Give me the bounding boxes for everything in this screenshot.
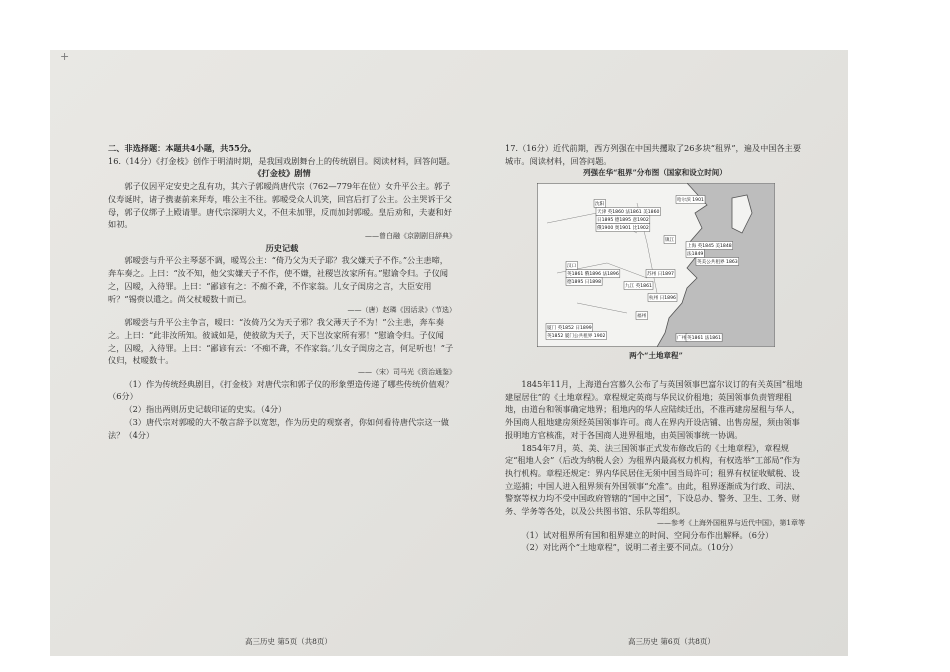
- material-1-text: 郭子仪因平定安史之乱有功，其六子郭暧尚唐代宗（762—779年在位）女升平公主。郭子仪寿诞时，诸子携妻前来拜寿，唯公主不往。郭暧受众人讥笑，回宫后打了公主。公主哭诉于父母，郭子仪绑子上殿请罪。唐代宗深明大义，不但未加罪，反而加封郭暧。皇后劝和，夫妻和好如初。: [108, 181, 452, 230]
- map-label: 汉口: [567, 264, 577, 269]
- question-17-intro: 17.（16分）近代前期，西方列强在中国共攫取了26多块“租界”，遍及中国各主要城市。阅读材料，回答问题。: [505, 143, 802, 166]
- material-2-text-b: 郭暧尝与升平公主争言，暧曰：“汝倚乃父为天子邪？我父薄天子不为！”公主恚，奔车奏之。上曰：“此非汝所知。彼诚如是，使彼欲为天子，天下岂汝家所有邪！”慰谕令归。子仪闻之，囚暧，入待罪。上曰：“鄙谚有云：‘不痴不聋，不作家翁。’儿女子闺房之言，何足听也！”子仪归，杖暧数十。: [108, 317, 454, 366]
- left-page-footer: 高三历史 第5页（共8页）: [245, 637, 332, 646]
- map-label: 厦门 英1852 日1899: [547, 326, 592, 331]
- section-heading: 二、非选择题：本题共4小题，共55分。: [108, 143, 257, 153]
- material-paragraph-1: 1845年11月，上海道台宫慕久公布了与英国领事巴富尔议订的有关英国“租地建屋居住”的《土地章程》。章程规定英商与华民议价租地；英国领事负责管理租地，由道台和领事确定地界；租地内的华人应陆续迁出，不准再建房屋租与华人，外国商人租地建房须经英国领事许可。商人在界内开设店铺、出售房屋，须由领事报明地方官核准，对于各国商人进界租地，由英国领事统一协调。: [505, 379, 803, 440]
- map-label: 沈阳: [595, 202, 605, 207]
- map-label: 杭州 日1896: [649, 296, 676, 301]
- left-page-body: [108, 142, 456, 441]
- map-caption: 两个“土地章程”: [629, 351, 683, 360]
- map-label: 英1852 厦门公共租界 1902: [547, 334, 606, 339]
- map-label: 九江 英1861: [625, 284, 652, 289]
- question-16-2: （2）指出两则历史记载印证的史实。（4分）: [124, 404, 287, 415]
- material-citation: ——参考《上海外国租界与近代中国》，第1章等: [657, 518, 805, 527]
- right-page-footer: 高三历史 第6页（共8页）: [628, 637, 715, 646]
- material-2-citation-a: ——（唐）赵璘《因话录》（节选）: [347, 306, 456, 315]
- map-label: 俄1900 奥1901 比1902: [597, 226, 649, 231]
- map-label: 英美公共租界 1863: [697, 260, 738, 265]
- registration-mark: +: [60, 50, 70, 63]
- map-label: 英1861 法1861: [687, 336, 722, 341]
- material-paragraph-2: 1854年7月，英、美、法三国领事正式发布修改后的《土地章程》，章程规定“租地人会”（后改为纳税人会）为租界内最高权力机构，有权选举“工部局”作为执行机构。章程还规定：界内华民居住无须中国当局许可；租界有权征收赋税、设立巡捕；中国人进入租界须有外国领事“允准”。由此，租界逐渐成为行政、司法、警察等权力均不受中国政府管辖的“国中之国”，下设总办、警务、卫生、工务、财务、学务等各处，以及公共图书馆、乐队等组织。: [505, 442, 801, 517]
- map-label: 广州: [677, 336, 687, 341]
- map-label: 上海 英1845 美1848: [687, 244, 732, 249]
- material-2-title: 历史记载: [265, 242, 299, 253]
- map-label: 哈尔滨 1901: [677, 198, 704, 203]
- map-label: 英1861 俄1896 法1896: [567, 272, 619, 277]
- material-1-title: 《打金枝》剧情: [253, 168, 311, 179]
- map-label: 镇江: [665, 238, 675, 243]
- right-page-body: [505, 378, 805, 554]
- right-page-intro: [505, 142, 805, 179]
- material-2-citation-b: ——（宋）司马光《资治通鉴》: [358, 367, 456, 376]
- question-16-intro: 16.（14分）《打金枝》创作于明清时期，是我国戏剧舞台上的传统剧目。阅读材料，回答问题。: [108, 155, 455, 166]
- map-label: 法1849: [687, 252, 704, 257]
- question-16-3: （3）唐代宗对郭暧的大不敬言辞予以宽恕，作为历史的观察者，你如何看待唐代宗这一做法？（4分）: [108, 416, 449, 440]
- question-16-1: （1）作为传统经典剧目，《打金枝》对唐代宗和郭子仪的形象塑造传递了哪些传统价值观？（6分）: [108, 378, 454, 402]
- map-label: 福州: [637, 314, 647, 319]
- material-2-text-a: 郭暧尝与升平公主琴瑟不调，暧骂公主：“倚乃父为天子耶？我父嫌天子不作。”公主恚啼，奔车奏之。上曰：“汝不知，他父实嫌天子不作，使不嫌，社稷岂汝家所有。”慰谕令归。子仪闻之，囚暧，入待罪。上曰：“鄙谚有之：不痴不聋，不作家翁。儿女子闺房之言，大臣安用听？”锡赍以遣之。尚父杖暧数十而已。: [108, 255, 448, 304]
- map-label: 德1895 日1898: [567, 280, 602, 285]
- map-label: 苏州 日1897: [647, 272, 674, 277]
- map-label: 天津 英1860 法1861 美1860: [597, 210, 660, 215]
- map-label: 日1895 德1895 意1902: [597, 218, 649, 223]
- map-title: 列强在华“租界”分布图（国家和设立时间）: [583, 168, 727, 178]
- material-1-citation: ——曾白融《京剧剧目辞典》: [365, 231, 456, 240]
- question-17-1: （1）试对租界所有国和租界建立的时间、空间分布作出解释。（6分）: [521, 529, 774, 540]
- question-17-2: （2）对比两个“土地章程”，说明二者主要不同点。（10分）: [521, 542, 738, 553]
- concession-map: [537, 183, 775, 347]
